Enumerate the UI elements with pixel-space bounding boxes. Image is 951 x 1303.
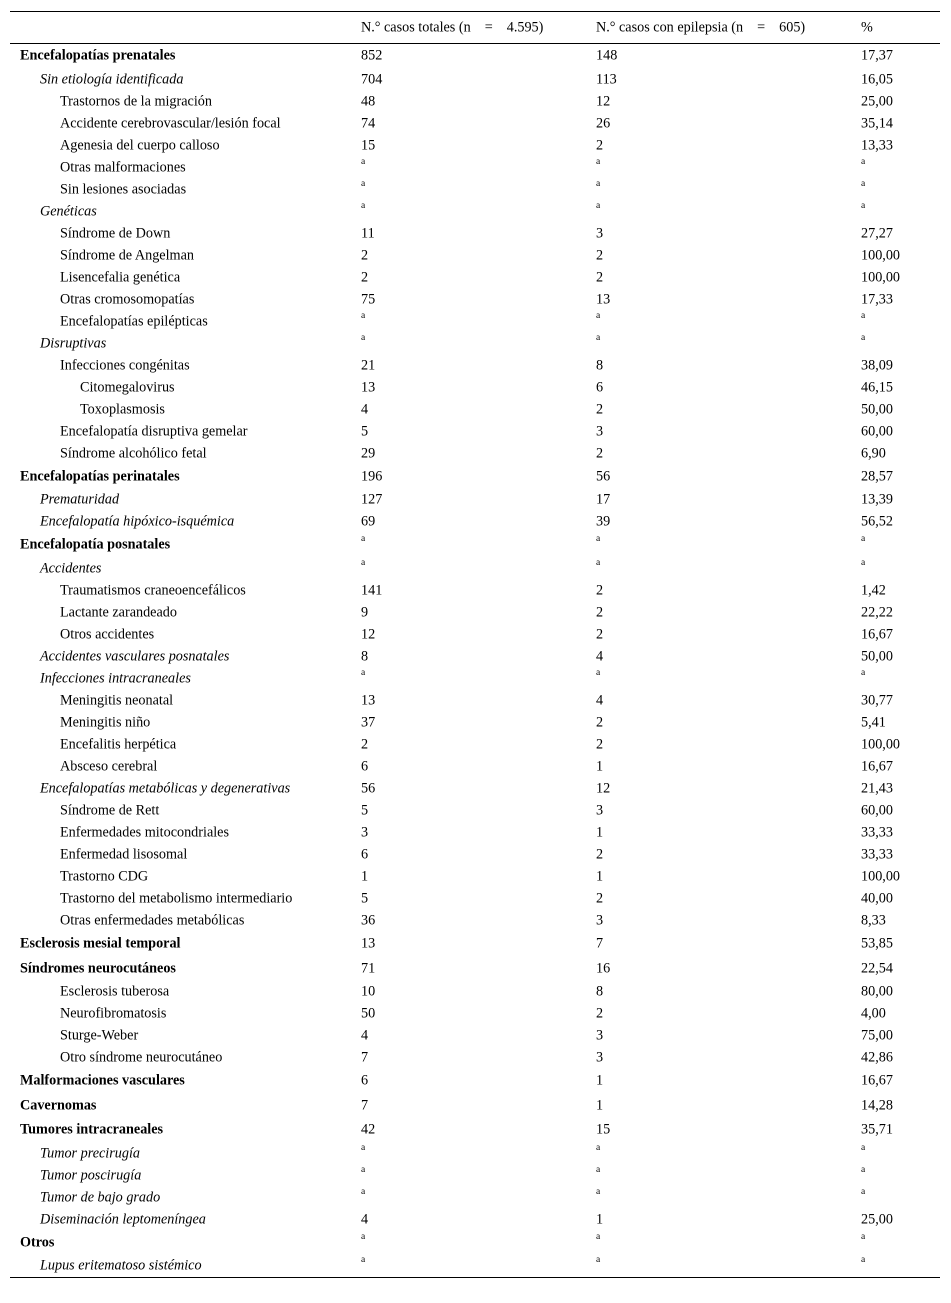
row-total-cases: 196 [361, 468, 383, 485]
row-percent: a [861, 1232, 866, 1243]
row-total-cases: a [361, 557, 366, 568]
row-total-cases: 5 [361, 423, 369, 440]
row-label: Tumor de bajo grado [40, 1189, 161, 1206]
row-label: Accidente cerebrovascular/lesión focal [60, 115, 281, 132]
row-total-cases: 29 [361, 445, 376, 462]
row-label: Otros [20, 1234, 55, 1251]
row-total-cases: 4 [361, 1211, 369, 1228]
row-label: Tumor poscirugía [40, 1167, 142, 1184]
row-epilepsy-cases: a [596, 534, 601, 545]
row-total-cases: 13 [361, 935, 376, 952]
table-row [10, 1047, 940, 1069]
row-epilepsy-cases: 17 [596, 491, 611, 508]
row-percent: 30,77 [861, 692, 893, 709]
row-percent: 33,33 [861, 846, 893, 863]
row-percent: 75,00 [861, 1027, 893, 1044]
row-percent: 13,33 [861, 137, 893, 154]
row-total-cases: 21 [361, 357, 376, 374]
row-total-cases: 2 [361, 247, 369, 264]
table-row [10, 1025, 940, 1047]
row-label: Trastorno del metabolismo intermediario [60, 890, 293, 907]
table-row [10, 1143, 940, 1165]
row-percent: 42,86 [861, 1049, 893, 1066]
row-epilepsy-cases: 2 [596, 626, 604, 643]
table-row [10, 201, 940, 223]
row-label: Otras malformaciones [60, 159, 186, 176]
row-label: Toxoplasmosis [80, 401, 165, 418]
row-total-cases: a [361, 1186, 366, 1197]
row-total-cases: 7 [361, 1049, 369, 1066]
row-label: Cavernomas [20, 1097, 97, 1114]
row-percent: 25,00 [861, 1211, 893, 1228]
row-total-cases: 69 [361, 513, 376, 530]
row-total-cases: 141 [361, 582, 383, 599]
row-total-cases: a [361, 332, 366, 343]
row-epilepsy-cases: 3 [596, 802, 604, 819]
table-row [10, 866, 940, 888]
row-total-cases: a [361, 1164, 366, 1175]
table-row [10, 377, 940, 399]
table-row [10, 157, 940, 179]
table-row [10, 1187, 940, 1209]
row-epilepsy-cases: a [596, 310, 601, 321]
row-epilepsy-cases: 1 [596, 1211, 604, 1228]
row-epilepsy-cases: 2 [596, 714, 604, 731]
table-body [10, 44, 940, 1277]
row-percent: 22,22 [861, 604, 893, 621]
table-row [10, 311, 940, 333]
row-percent: 17,37 [861, 47, 893, 64]
row-label: Encefalitis herpética [60, 736, 177, 753]
row-epilepsy-cases: 148 [596, 47, 618, 64]
row-label: Síndrome de Down [60, 225, 171, 242]
table-row [10, 910, 940, 932]
row-percent: 21,43 [861, 780, 893, 797]
row-label: Esclerosis tuberosa [60, 983, 170, 1000]
table-row [10, 580, 940, 602]
row-total-cases: 8 [361, 648, 369, 665]
table-row [10, 1094, 940, 1119]
row-label: Lupus eritematoso sistémico [40, 1257, 202, 1274]
table-row [10, 113, 940, 135]
row-label: Síndrome de Angelman [60, 247, 194, 264]
row-label: Sin lesiones asociadas [60, 181, 187, 198]
row-total-cases: 50 [361, 1005, 376, 1022]
row-epilepsy-cases: 2 [596, 401, 604, 418]
row-epilepsy-cases: 56 [596, 468, 611, 485]
row-label: Malformaciones vasculares [20, 1072, 185, 1089]
row-percent: a [861, 156, 866, 167]
row-epilepsy-cases: 13 [596, 291, 611, 308]
table-row [10, 1165, 940, 1187]
row-label: Genéticas [40, 203, 97, 220]
table-row [10, 333, 940, 355]
row-epilepsy-cases: 4 [596, 692, 604, 709]
table-row [10, 443, 940, 465]
table-row [10, 223, 940, 245]
row-percent: a [861, 332, 866, 343]
row-percent: 22,54 [861, 960, 893, 977]
row-percent: 8,33 [861, 912, 886, 929]
table-row [10, 1231, 940, 1256]
row-label: Sturge-Weber [60, 1027, 139, 1044]
row-total-cases: 56 [361, 780, 376, 797]
row-percent: 50,00 [861, 648, 893, 665]
row-total-cases: 74 [361, 115, 376, 132]
row-total-cases: 4 [361, 401, 369, 418]
table-bottom-rule [10, 1277, 940, 1278]
row-label: Lisencefalia genética [60, 269, 181, 286]
row-percent: 1,42 [861, 582, 886, 599]
row-total-cases: 704 [361, 71, 383, 88]
row-percent: a [861, 1142, 866, 1153]
etiology-table [10, 11, 940, 1278]
row-total-cases: a [361, 534, 366, 545]
table-row [10, 981, 940, 1003]
row-percent: 35,14 [861, 115, 893, 132]
row-epilepsy-cases: 2 [596, 846, 604, 863]
row-percent: 56,52 [861, 513, 893, 530]
row-percent: 100,00 [861, 868, 901, 885]
table-header [10, 11, 940, 44]
row-percent: a [861, 1164, 866, 1175]
row-epilepsy-cases: 8 [596, 357, 604, 374]
row-label: Encefalopatías prenatales [20, 47, 176, 64]
table-row [10, 44, 940, 69]
row-epilepsy-cases: 8 [596, 983, 604, 1000]
row-total-cases: 37 [361, 714, 376, 731]
row-label: Neurofibromatosis [60, 1005, 167, 1022]
row-percent: 16,05 [861, 71, 893, 88]
row-epilepsy-cases: 2 [596, 445, 604, 462]
row-epilepsy-cases: a [596, 332, 601, 343]
row-label: Infecciones intracraneales [40, 670, 191, 687]
table-row [10, 734, 940, 756]
row-total-cases: 2 [361, 736, 369, 753]
row-epilepsy-cases: 2 [596, 1005, 604, 1022]
row-epilepsy-cases: a [596, 156, 601, 167]
row-total-cases: a [361, 1255, 366, 1266]
table-row [10, 135, 940, 157]
row-label: Infecciones congénitas [60, 357, 190, 374]
row-label: Accidentes [40, 560, 102, 577]
table-row [10, 712, 940, 734]
row-percent: 16,67 [861, 1072, 893, 1089]
row-label: Síndrome de Rett [60, 802, 160, 819]
row-epilepsy-cases: a [596, 200, 601, 211]
row-epilepsy-cases: 3 [596, 423, 604, 440]
table-row [10, 844, 940, 866]
row-percent: a [861, 178, 866, 189]
row-epilepsy-cases: 2 [596, 582, 604, 599]
row-epilepsy-cases: 113 [596, 71, 617, 88]
row-percent: 4,00 [861, 1005, 886, 1022]
row-total-cases: 42 [361, 1121, 376, 1138]
row-total-cases: 9 [361, 604, 369, 621]
row-label: Síndromes neurocutáneos [20, 960, 176, 977]
row-total-cases: 5 [361, 802, 369, 819]
table-row [10, 289, 940, 311]
row-epilepsy-cases: a [596, 1186, 601, 1197]
row-epilepsy-cases: 26 [596, 115, 611, 132]
row-epilepsy-cases: 3 [596, 225, 604, 242]
row-total-cases: 127 [361, 491, 383, 508]
row-epilepsy-cases: 39 [596, 513, 611, 530]
row-label: Tumor precirugía [40, 1145, 140, 1162]
row-label: Tumores intracraneales [20, 1121, 164, 1138]
row-percent: 28,57 [861, 468, 893, 485]
table-row [10, 668, 940, 690]
row-total-cases: 11 [361, 225, 375, 242]
table-row [10, 465, 940, 490]
row-epilepsy-cases: 12 [596, 780, 611, 797]
row-percent: 38,09 [861, 357, 893, 374]
row-epilepsy-cases: 1 [596, 1072, 604, 1089]
row-percent: a [861, 534, 866, 545]
row-label: Enfermedad lisosomal [60, 846, 188, 863]
header-epilepsy-cases: N.° casos con epilepsia (n = 605) [596, 19, 806, 35]
row-epilepsy-cases: a [596, 557, 601, 568]
table-row [10, 800, 940, 822]
row-percent: 100,00 [861, 736, 901, 753]
row-label: Otras cromosomopatías [60, 291, 195, 308]
row-epilepsy-cases: 1 [596, 868, 604, 885]
row-percent: 5,41 [861, 714, 886, 731]
row-epilepsy-cases: 2 [596, 890, 604, 907]
header-percent: % [861, 19, 873, 35]
table-row [10, 690, 940, 712]
row-total-cases: a [361, 200, 366, 211]
row-epilepsy-cases: 2 [596, 269, 604, 286]
row-total-cases: 2 [361, 269, 369, 286]
row-total-cases: 48 [361, 93, 376, 110]
table-row [10, 1209, 940, 1231]
row-total-cases: 36 [361, 912, 376, 929]
row-label: Trastorno CDG [60, 868, 149, 885]
row-label: Prematuridad [40, 491, 120, 508]
row-total-cases: 71 [361, 960, 376, 977]
table-row [10, 624, 940, 646]
header-total-cases: N.° casos totales (n = 4.595) [361, 19, 544, 35]
row-total-cases: 6 [361, 758, 369, 775]
row-epilepsy-cases: 12 [596, 93, 611, 110]
row-epilepsy-cases: 6 [596, 379, 604, 396]
row-epilepsy-cases: 1 [596, 758, 604, 775]
row-total-cases: a [361, 667, 366, 678]
row-epilepsy-cases: 7 [596, 935, 604, 952]
row-epilepsy-cases: 3 [596, 1027, 604, 1044]
row-label: Otro síndrome neurocutáneo [60, 1049, 223, 1066]
row-label: Encefalopatías epilépticas [60, 313, 208, 330]
row-percent: 60,00 [861, 423, 893, 440]
row-percent: 100,00 [861, 247, 901, 264]
row-total-cases: 3 [361, 824, 369, 841]
row-label: Encefalopatía hipóxico-isquémica [40, 513, 235, 530]
table-row [10, 355, 940, 377]
table-row [10, 822, 940, 844]
row-total-cases: 4 [361, 1027, 369, 1044]
row-percent: 46,15 [861, 379, 893, 396]
table-row [10, 69, 940, 91]
row-percent: 80,00 [861, 983, 893, 1000]
row-total-cases: 15 [361, 137, 376, 154]
row-epilepsy-cases: 1 [596, 1097, 604, 1114]
row-epilepsy-cases: 2 [596, 137, 604, 154]
row-percent: 40,00 [861, 890, 893, 907]
row-total-cases: a [361, 1232, 366, 1243]
row-epilepsy-cases: a [596, 1142, 601, 1153]
table-row [10, 91, 940, 113]
row-percent: 16,67 [861, 626, 893, 643]
row-total-cases: 6 [361, 846, 369, 863]
row-total-cases: 75 [361, 291, 376, 308]
table-row [10, 888, 940, 910]
row-percent: 27,27 [861, 225, 893, 242]
table-row [10, 646, 940, 668]
row-label: Diseminación leptomeníngea [40, 1211, 206, 1228]
row-label: Lactante zarandeado [60, 604, 177, 621]
row-percent: 16,67 [861, 758, 893, 775]
row-epilepsy-cases: a [596, 1232, 601, 1243]
table-row [10, 511, 940, 533]
table-row [10, 245, 940, 267]
row-total-cases: 5 [361, 890, 369, 907]
row-label: Síndrome alcohólico fetal [60, 445, 207, 462]
row-epilepsy-cases: a [596, 1164, 601, 1175]
row-total-cases: 13 [361, 692, 376, 709]
row-label: Absceso cerebral [60, 758, 158, 775]
table-row [10, 421, 940, 443]
row-epilepsy-cases: 15 [596, 1121, 611, 1138]
table-row [10, 756, 940, 778]
table-row [10, 1118, 940, 1143]
row-percent: 100,00 [861, 269, 901, 286]
row-epilepsy-cases: a [596, 178, 601, 189]
row-label: Trastornos de la migración [60, 93, 212, 110]
row-percent: 53,85 [861, 935, 893, 952]
row-label: Disruptivas [40, 335, 107, 352]
row-epilepsy-cases: 2 [596, 247, 604, 264]
row-percent: a [861, 557, 866, 568]
row-percent: 50,00 [861, 401, 893, 418]
row-percent: 35,71 [861, 1121, 893, 1138]
row-epilepsy-cases: 3 [596, 1049, 604, 1066]
table-row [10, 602, 940, 624]
row-total-cases: 7 [361, 1097, 369, 1114]
row-label: Sin etiología identificada [40, 71, 184, 88]
row-total-cases: 1 [361, 868, 369, 885]
row-epilepsy-cases: 2 [596, 736, 604, 753]
row-percent: 17,33 [861, 291, 893, 308]
row-epilepsy-cases: a [596, 1255, 601, 1266]
row-total-cases: 10 [361, 983, 376, 1000]
row-epilepsy-cases: 2 [596, 604, 604, 621]
row-percent: 60,00 [861, 802, 893, 819]
row-label: Meningitis niño [60, 714, 151, 731]
row-total-cases: 13 [361, 379, 376, 396]
table-row [10, 778, 940, 800]
row-label: Encefalopatía disruptiva gemelar [60, 423, 248, 440]
row-percent: 25,00 [861, 93, 893, 110]
row-percent: a [861, 1255, 866, 1266]
row-total-cases: a [361, 310, 366, 321]
table-row [10, 1255, 940, 1277]
row-percent: a [861, 667, 866, 678]
row-label: Otras enfermedades metabólicas [60, 912, 245, 929]
row-epilepsy-cases: 16 [596, 960, 611, 977]
row-epilepsy-cases: 1 [596, 824, 604, 841]
row-label: Traumatismos craneoencefálicos [60, 582, 246, 599]
row-label: Esclerosis mesial temporal [20, 935, 181, 952]
row-epilepsy-cases: 4 [596, 648, 604, 665]
row-total-cases: 852 [361, 47, 383, 64]
row-label: Accidentes vasculares posnatales [40, 648, 230, 665]
row-total-cases: 6 [361, 1072, 369, 1089]
table-row [10, 558, 940, 580]
row-label: Enfermedades mitocondriales [60, 824, 230, 841]
table-row [10, 267, 940, 289]
row-label: Otros accidentes [60, 626, 155, 643]
row-label: Encefalopatía posnatales [20, 536, 171, 553]
row-label: Citomegalovirus [80, 379, 175, 396]
row-label: Meningitis neonatal [60, 692, 174, 709]
row-label: Encefalopatías perinatales [20, 468, 180, 485]
row-percent: a [861, 1186, 866, 1197]
table-row [10, 956, 940, 981]
row-percent: 13,39 [861, 491, 893, 508]
table-row [10, 932, 940, 957]
row-percent: 6,90 [861, 445, 886, 462]
table-row [10, 489, 940, 511]
table-row [10, 533, 940, 558]
row-total-cases: a [361, 1142, 366, 1153]
row-percent: 33,33 [861, 824, 893, 841]
table-row [10, 179, 940, 201]
row-percent: a [861, 200, 866, 211]
row-total-cases: 12 [361, 626, 376, 643]
row-total-cases: a [361, 156, 366, 167]
row-percent: 14,28 [861, 1097, 893, 1114]
row-label: Agenesia del cuerpo calloso [60, 137, 220, 154]
table-row [10, 399, 940, 421]
row-total-cases: a [361, 178, 366, 189]
row-percent: a [861, 310, 866, 321]
table-row [10, 1003, 940, 1025]
table-row [10, 1069, 940, 1094]
row-label: Encefalopatías metabólicas y degenerativas [40, 780, 291, 797]
row-epilepsy-cases: 3 [596, 912, 604, 929]
row-epilepsy-cases: a [596, 667, 601, 678]
